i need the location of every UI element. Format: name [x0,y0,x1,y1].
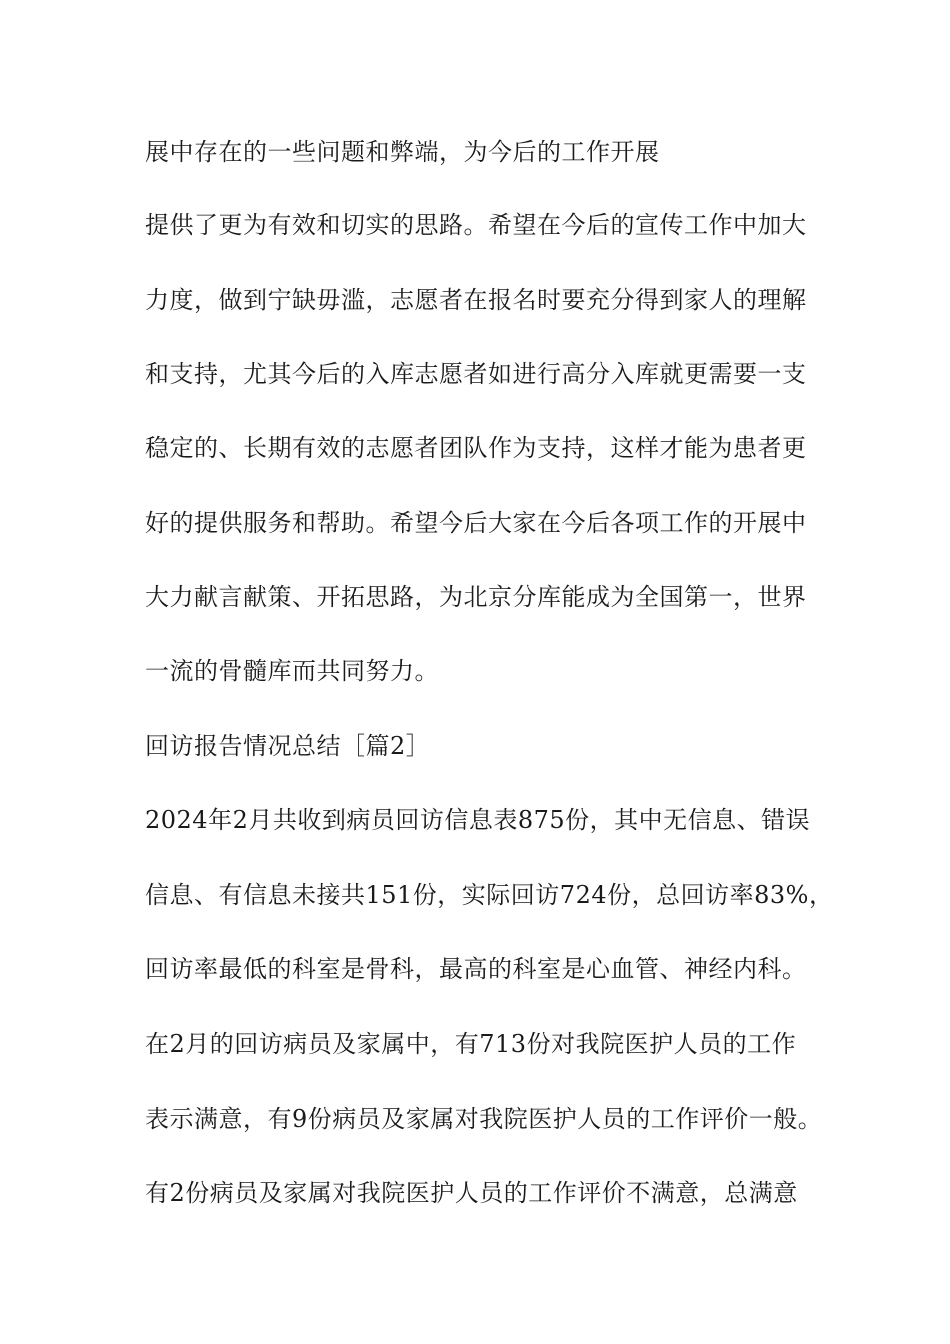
paragraph-line: 大力献言献策、开拓思路，为北京分库能成为全国第一，世界 [145,583,807,611]
paragraph-line: 2024年2月共收到病员回访信息表875份，其中无信息、错误 [145,806,811,834]
paragraph-line: 和支持，尤其今后的入库志愿者如进行高分入库就更需要一支 [145,360,807,388]
paragraph-line: 在2月的回访病员及家属中，有713份对我院医护人员的工作 [145,1030,797,1058]
paragraph-line: 好的提供服务和帮助。希望今后大家在今后各项工作的开展中 [145,509,807,537]
paragraph-line: 有2份病员及家属对我院医护人员的工作评价不满意，总满意 [145,1179,798,1207]
paragraph-line: 提供了更为有效和切实的思路。希望在今后的宣传工作中加大 [145,211,807,239]
paragraph-line: 稳定的、长期有效的志愿者团队作为支持，这样才能为患者更 [145,434,807,462]
paragraph-line: 回访率最低的科室是骨科，最高的科室是心血管、神经内科。 [145,955,807,983]
paragraph-line: 力度，做到宁缺毋滥，志愿者在报名时要充分得到家人的理解 [145,286,807,314]
paragraph-line: 一流的骨髓库而共同努力。 [145,657,439,685]
paragraph-line: 展中存在的一些问题和弊端，为今后的工作开展 [145,138,660,166]
section-heading: 回访报告情况总结［篇2］ [145,732,431,760]
paragraph-line: 信息、有信息未接共151份，实际回访724份，总回访率83%， [145,881,834,909]
paragraph-line: 表示满意，有9份病员及家属对我院医护人员的工作评价一般。 [145,1105,823,1133]
